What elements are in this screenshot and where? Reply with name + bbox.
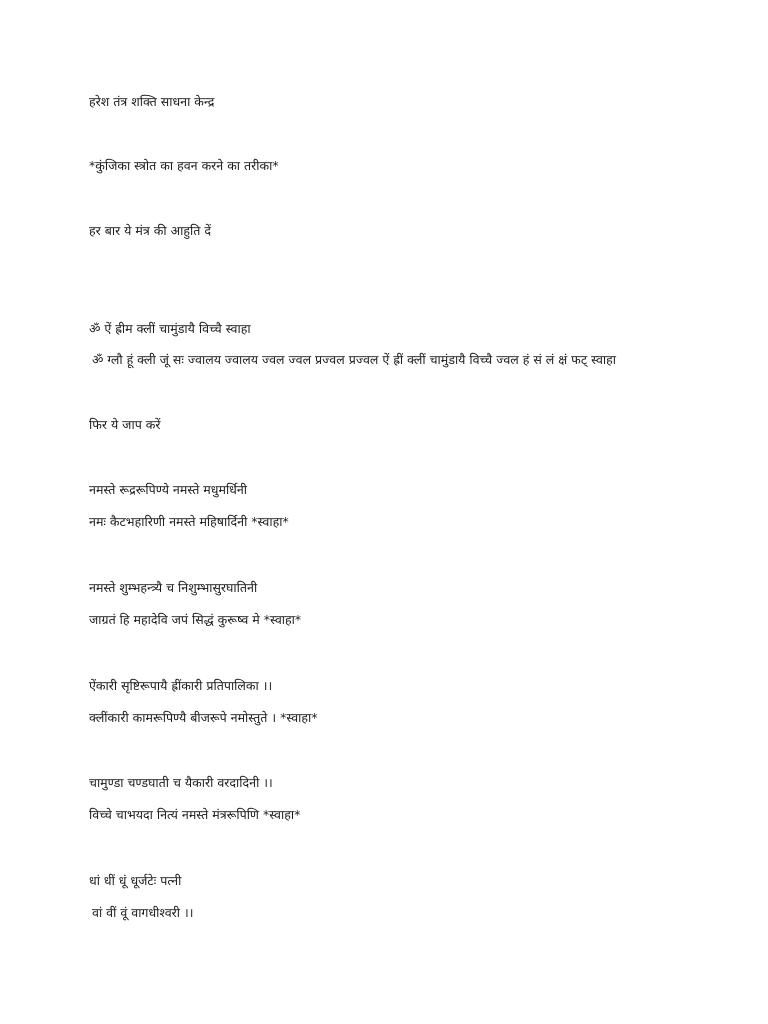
mantra-line-1: ॐ ऐं ह्रीम क्लीं चामुंडायै विच्चै स्वाहा — [89, 321, 251, 336]
verse-line: नमः कैटभहारिणी नमस्ते महिषार्दिनी *स्वाहा* — [89, 514, 289, 529]
document-subheading: *कुंजिका स्त्रोत का हवन करने का तरीका* — [89, 158, 279, 173]
mantra-line-2: ॐ ग्लौ हूं क्ली जूं सः ज्वालय ज्वालय ज्वल ज्वल प्रज्वल प्रज्वल ऐं ह्रीं क्लीं चामुंडायै विच्चै ज्वल हं सं लं क्षं फट् स्वाहा — [92, 352, 617, 367]
verse-line: नमस्ते शुम्भहन्त्र्यै च निशुम्भासुरघातिनी — [89, 580, 258, 595]
verse-line: चामुण्डा चण्डघाती च यैकारी वरदादिनी ।। — [89, 775, 273, 790]
verse-line: धां धीं धूं धूर्जटेः पत्नी — [89, 873, 182, 888]
verse-line: जाग्रतं हि महादेवि जपं सिद्धं कुरूष्व मे *स्वाहा* — [89, 612, 302, 627]
verse-line: नमस्ते रूद्ररूपिण्ये नमस्ते मधुमर्धिनी — [89, 482, 248, 497]
instruction-chant: फिर ये जाप करें — [89, 417, 161, 432]
verse-line: विच्चे चाभयदा नित्यं नमस्ते मंत्ररूपिणि *स्वाहा* — [89, 807, 301, 822]
verse-line: वां वीं वूं वागधीश्वरी ।। — [92, 905, 194, 920]
instruction-offer-mantra: हर बार ये मंत्र की आहुति दें — [89, 223, 211, 238]
verse-line: ऐंकारी सृष्टिरूपायै ह्रींकारी प्रतिपालिका ।। — [89, 678, 273, 693]
verse-line: क्लींकारी कामरूपिण्यै बीजरूपे नमोस्तुते । *स्वाहा* — [89, 710, 318, 725]
document-heading: हरेश तंत्र शक्ति साधना केन्द्र — [89, 94, 215, 109]
